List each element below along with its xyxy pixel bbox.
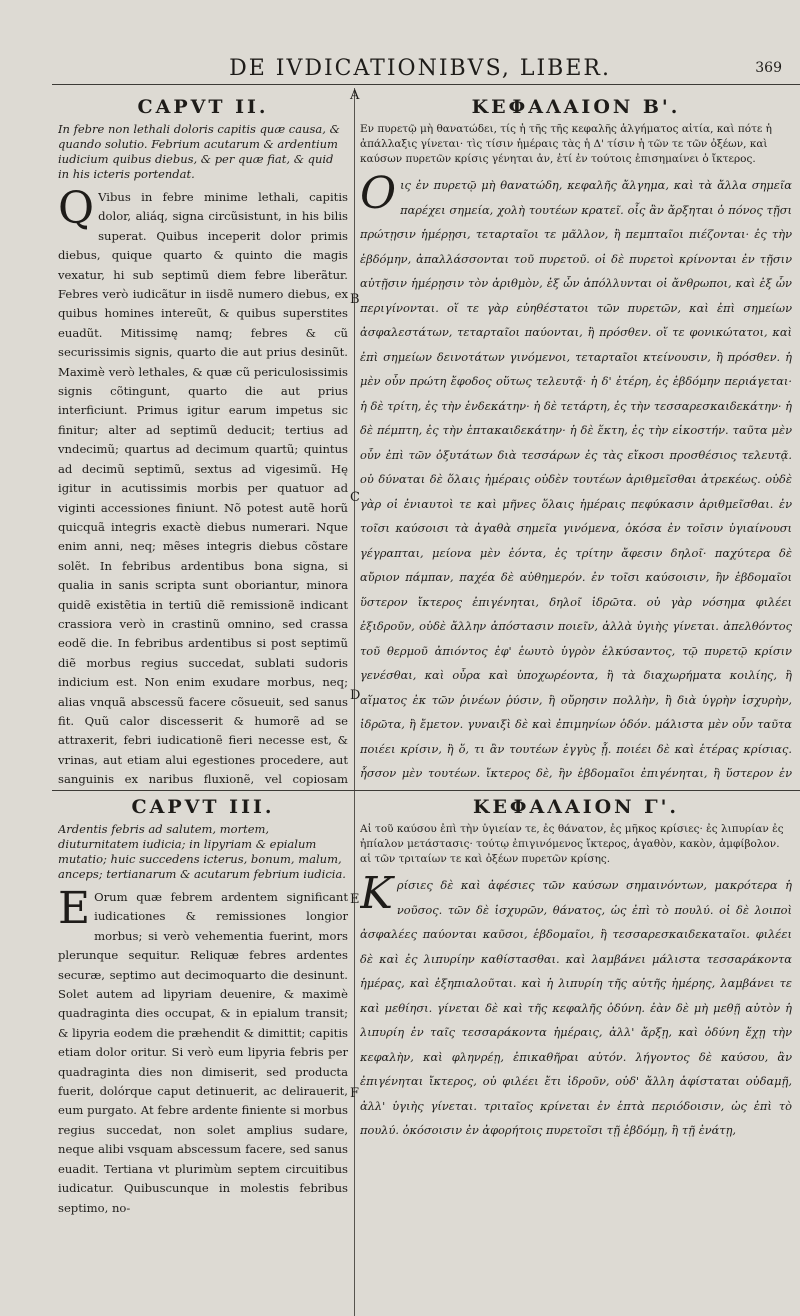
margin-letter-f: F (350, 1086, 360, 1101)
running-head: DE IVDICATIONIBVS, LIBER. (229, 56, 611, 81)
greek-chapter-3-text: ρίσιες δὲ καὶ ἀφέσιες τῶν καύσων σημαινόντων, μακρότερα ἡ νοῦσος. τῶν δὲ ἰσχυρῶν, θάνατος, ὡς ἐπὶ τὸ πουλύ. οἱ δὲ λοιποὶ ἀσφαλέες παύονται καῦσοι, ἑβδομαῖοι, ἢ τεσσαρεσκαιδεκαταῖοι. φιλέει δὲ καὶ ἐς λιπυρίην καθίστασθαι. καὶ λαμβάνει μάλιστα τεσσαράκοντα ἡμέρας, καὶ ἐξηπιαλοῦται. καὶ ἡ λιπυρίη τῆς αὐτῆς ἡμέρης, λαμβάνει τε καὶ μεθίησι. γίνεται δὲ καὶ τῆς κεφαλῆς ὀδύνη. ἐὰν δὲ μὴ μεθῇ αὐτὸν ἡ λιπυρίη ἐν ταῖς τεσσαράκοντα ἡμέραις, ἀλλ' ἄρξῃ, καὶ ὀδύνη ἔχῃ τὴν κεφαλὴν, καὶ φληνρέῃ, ἐπικαθῆραι αὐτόν. λήγοντος δὲ καύσου, ἂν ἐπιγένηται ἴκτερος, οὐ φιλέει ἔτι ἱδροῦν, οὐδ' ἄλλη ἀφίσταται οὐδαμῇ, ἀλλ' ὑγιὴς γίνεται. τριταῖος κρίνεται ἐν ἑπτὰ περιόδοισιν, ὡς ἐπὶ τὸ πουλύ. ὁκόσοισιν ἐν ἀφορήτοις πυρετοῖσι τῇ ἑβδόμῃ, ἢ τῇ ἐνάτῃ, (360, 878, 792, 1137)
greek-chapter-2-summary: Εν πυρετῷ μὴ θανατώδει, τίς ἡ τῆς τῆς κεφαλῆς ἀλγήματος αἰτία, καὶ πότε ἡ ἀπάλλαξις γίνεται· τὶς τίσιν ἡμέραις τὰς ἡ Δ' τίσιν ἡ τῶν τε τῶν ὀξέων, καὶ καύσων πυρετῶν κρίσις γένηται ἀν, ἐτί ἐν τούτοις ἐπισημαίνει ὁ ἴκτερος. (360, 123, 772, 165)
greek-chapter-2-text: ις ἐν πυρετῷ μὴ θανατώδη, κεφαλῆς ἄλγημα, καὶ τὰ ἄλλα σημεῖα παρέχει σημεία, χολὴ τουτέων κρατεῖ. οἷς ἂν ἄρξηται ὁ πόνος τῇσι πρώτῃσιν ἡμέρῃσι, τεταρταῖοι τε μᾶλλον, ἢ πεμπταῖοι πιέζονται· ἐς τὴν ἑβδόμην, ἀπαλλάσσονται τοῦ πυρετοῦ. οἱ δὲ πυρετοὶ κρίνονται ἐν τῇσιν αὐτῇσιν ἡμέρῃσιν τὸν ἀριθμὸν, ἐξ ὧν ἀπόλλυνται οἱ ἄνθρωποι, καὶ ἐξ ὧν περιγίνονται. οἵ τε γὰρ εὐηθέστατοι τῶν πυρετῶν, καὶ ἐπὶ σημείων ἀσφαλεστάτων, τεταρταῖοι παύονται, ἢ πρόσθεν. οἵ τε φονικώτατοι, καὶ ἐπὶ σημείων δεινοτάτων γινόμενοι, τεταρταῖοι κτείνουσιν, ἢ πρόσθεν. ἡ μὲν οὖν πρώτη ἔφοδος οὕτως τελευτᾷ· ἡ δ' ἑτέρη, ἐς ἑβδόμην περιάγεται· ἡ δὲ τρίτη, ἐς τὴν ἑνδεκάτην· ἡ δὲ τετάρτη, ἐς τὴν τεσσαρεσκαιδεκάτην· ἡ δὲ πέμπτη, ἐς τὴν ἑπτακαιδεκάτην· ἡ δὲ ἕκτη, ἐς τὴν εἰκοστήν. ταῦτα μὲν οὖν ἐπὶ τῶν ὀξυτάτων διὰ τεσσάρων ἐς τὰς εἴκοσι προσθέσιος τελευτᾷ. οὐ δύναται δὲ ὅλαις ἡμέραις οὐδὲν τουτέων ἀριθμεῖσθαι ἀτρεκέως. οὐδὲ γὰρ οἱ ἐνιαυτοὶ τε καὶ μῆνες ὅλαις ἡμέραις πεφύκασιν ἀριθμεῖσθαι. ἐν τοῖσι καύσοισι τὰ ἀγαθὰ σημεῖα γινόμενα, ὁκόσα ἐν τοῖσιν ὑγιαίνουσι γέγραπται, μείονα μὲν ἐόντα, ἐς τρίτην ἄφεσιν δηλοῖ· παχύτερα δὲ αὔριον πάμπαν, παχέα δὲ αὐθημερόν. ἐν τοῖσι καύσοισιν, ἢν ἑβδομαῖοι ὕστερον ἴκτερος ἐπιγένηται, δηλοῖ ἱδρῶτα. οὐ γὰρ νόσημα φιλέει ἐξιδροῦν, οὐδὲ ἄλλην ἀπόστασιν ποιεῖν, ἀλλὰ ὑγιὴς γίνεται. ἀπελθόντος τοῦ θερμοῦ ἀπιόντος ἐφ' ἑωυτὸ ὑγρὸν ἑλκύσαντος, τῷ πυρετῷ κρίσιν γενέσθαι, καὶ οὖρα καὶ ὑποχωρέοντα, ἢ τὰ διαχωρήματα κοιλίης, ἢ αἵματος ἐκ τῶν ῥινέων ῥύσιν, ἢ οὔρησιν πολλὴν, ἢ διὰ ὑγρὴν ἰσχυρὴν, ἱδρῶτα, ἢ ἔμετον. γυναιξὶ δὲ καὶ ἐπιμηνίων ὁδόν. μάλιστα μὲν οὖν ταῦτα ποιέει κρίσιν, ἢ ὅ, τι ἂν τουτέων ἐγγὺς ᾖ. ποιέει δὲ καὶ ἑτέρας κρίσιας. ἧσσον μὲν τουτέων. ἴκτερος δὲ, ἢν ἑβδομαῖοι ἐπιγένηται, ἢ ὕστερον ἐν (360, 178, 792, 780)
latin-chapter-2-text: Vibus in febre minime lethali, capitis dolor, aliáq, signa circũsistunt, in his bilis superat. Quibus inceperit dolor primis diebus, quique quarto & quinto die magis vexatur, hi sub septimũ diem febre liberãtur. Febres verò iudicãtur in iisdẽ numero diebus, ex quibus homines intereũt, & quibus superstites euadũt. Mitissimę namq; febres & cũ securissimis signis, quarto die aut prius desinũt. Maximè verò lethales, & quæ cũ periculosissimis signis cõtingunt, quarto die aut prius interficiunt. Primus igitur earum impetus sic finitur; alter ad septimũ deducit; tertius ad vndecimũ; quartus ad decimum quartũ; quintus ad decimũ septimũ, sextus ad vigesimũ. Hę igitur in acutissimis morbis per quatuor ad viginti accessiones finiunt. Nõ potest autẽ horũ quicquã integris exactè diebus numerari. Nque enim anni, neq; mẽses integris diebus cõstare solẽt. In febribus ardentibus bona signa, si qualia in sanis scripta sunt oboriantur, minora quidẽ existẽtia in tertiũ diẽ remissionẽ indicant crassiora verò in crastinũ omnino, sed crassa eodẽ die. In febribus ardentibus si post septimũ diẽ morbus regius succedat, sublati sudoris indicium est. Non enim exudare morbus, neq; alias vnquã abscessũ facere cõsueuit, sed sanus fit. Quũ calor discesserit & humorẽ ad se attraxerit, febri iudicationẽ fieri necesse est, & vrinas, aut etiam alui egestiones procedere, aut sanguinis ex naribus fluxionẽ, vel copiosam (58, 190, 348, 786)
greek-chapter-3-summary: Αἱ τοῦ καύσου ἐπὶ τὴν ὑγιείαν τε, ἐς θάνατον, ἐς μῆκος κρίσιες· ἐς λιπυρίαν ἐς ἠπίαλον μετάστασις· τούτῳ ἐπιγινόμενος ἴκτερος, ἀγαθὸν, κακὸν, ἀμφίβολον. αἱ τῶν τριταίων τε καὶ ὀξέων πυρετῶν κρίσης. (360, 823, 784, 865)
latin-chapter-3-body (58, 883, 348, 1218)
latin-chapter-3-heading: CAPVT III. (131, 796, 275, 818)
header-rule (52, 84, 800, 85)
greek-chapter-3 (360, 796, 792, 1301)
greek-chapter-3-body (360, 868, 792, 1143)
margin-letter-d: D (350, 688, 361, 703)
page-number: 369 (755, 60, 782, 76)
greek-chapter-3-heading: ΚΕΦΑΛΑΙΟΝ Γ'. (472, 796, 680, 818)
drop-cap: Κ (360, 868, 393, 919)
latin-chapter-2-body (58, 183, 348, 786)
chapter-separator-rule (52, 790, 800, 791)
margin-letter-b: B (350, 292, 360, 307)
drop-cap: E (58, 883, 91, 934)
latin-chapter-2 (58, 96, 348, 786)
greek-chapter-2-body (360, 168, 792, 786)
latin-chapter-3-text: Orum quæ febrem ardentem significant iudicationes & remissiones longior morbus; si verò vehementia fuerint, mors plerunque sequitur. Reliquæ febres ardentes securæ, septimo aut decimoquarto die desinunt. Solet autem ad lipyriam deuenire, & maximè quadraginta dies occupat, & in epialum transit; & lipyria eodem die præhendit & dimittit; capitis etiam dolor oritur. Si verò eum lipyria febris per quadraginta dies non dimiserit, sed producta fuerit, dolórque caput detinuerit, ac delirauerit, eum purgato. At febre ardente finiente si morbus regius succedat, non solet amplius sudare, neque alibi vsquam abscessum facere, sed sanus euadit. Tertiana vt plurimùm septem circuitibus iudicatur. Quibuscunque in molestis febribus septimo, no- (58, 890, 348, 1215)
drop-cap: Ο (360, 168, 397, 219)
latin-chapter-2-heading: CAPVT II. (137, 96, 269, 118)
greek-chapter-2-heading: ΚΕΦΑΛΑΙΟΝ Β'. (471, 96, 681, 118)
margin-letter-e: E (350, 892, 360, 907)
margin-letter-c: C (350, 490, 360, 505)
margin-letter-a: A (350, 88, 360, 103)
latin-chapter-2-summary: In febre non lethali doloris capitis quæ causa, & quando solutio. Febrium acutarum & ardentium iudicium quibus diebus, & per quæ fiat, & quid in his icteris portendat. (58, 122, 340, 181)
latin-chapter-3-summary: Ardentis febris ad salutem, mortem, diuturnitatem iudicia; in lipyriam & epialum mutatio; huic succedens icterus, bonum, malum, anceps; tertianarum & acutarum febrium iudicia. (58, 822, 346, 881)
drop-cap: Q (58, 183, 95, 234)
latin-chapter-3 (58, 796, 348, 1301)
greek-chapter-2 (360, 96, 792, 786)
